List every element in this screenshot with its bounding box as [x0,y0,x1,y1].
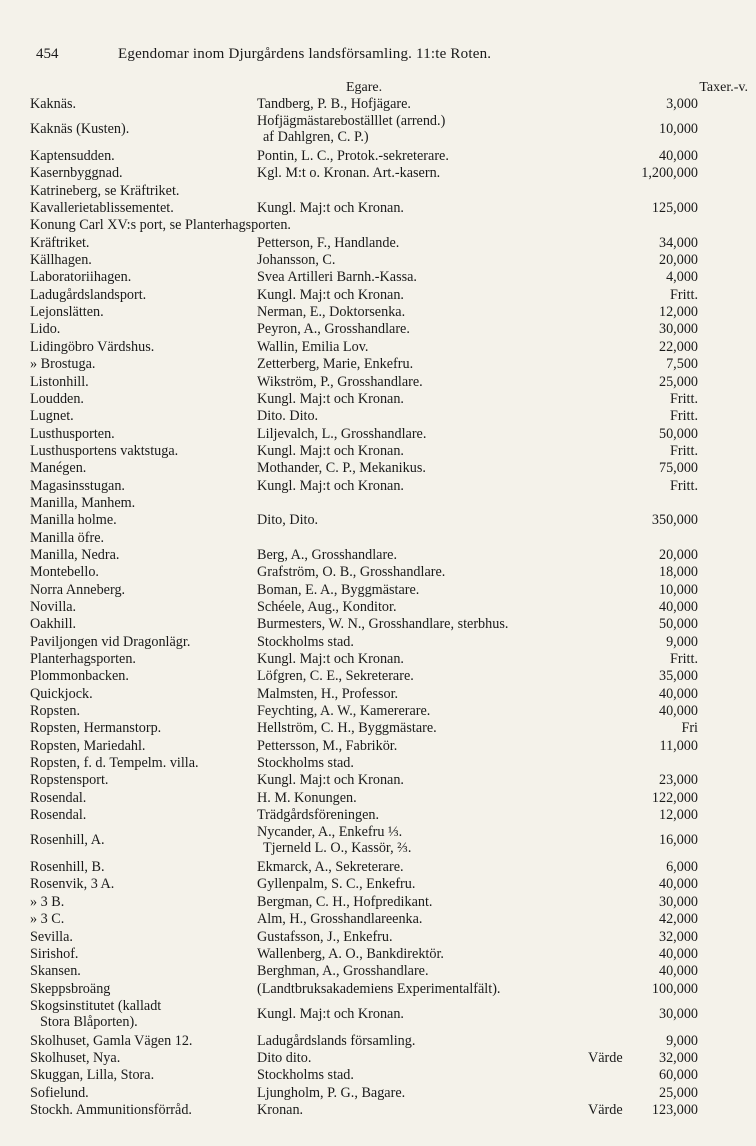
tax-value: 10,000 [658,121,698,138]
tax-value: 6,000 [666,859,698,876]
owner-name-line: af Dahlgren, C. P.) [263,129,369,146]
entry-row [0,981,756,998]
entry-row [0,582,756,599]
entry-row [0,113,756,148]
entry-row [0,547,756,564]
property-name: Ropsten, Mariedahl. [30,737,146,754]
entry-row [0,738,756,755]
entry-row [0,339,756,356]
property-name: Kavallerietablissementet. [30,200,174,217]
property-name: Oakhill. [30,616,77,633]
tax-value: 125,000 [651,200,698,217]
entry-row [0,703,756,720]
value-label: Värde [588,1101,623,1118]
entry-row [0,807,756,824]
entry-row [0,824,756,859]
property-name: Lusthusporten. [30,425,115,442]
property-name: Rosenhill, A. [30,832,105,849]
owner-name: Dito dito. [257,1049,312,1066]
property-name: Ladugårdslandsport. [30,286,147,303]
entry-row [0,200,756,217]
entry-row [0,512,756,529]
tax-value: 40,000 [658,685,698,702]
property-name: Ropsten, f. d. Tempelm. villa. [30,755,199,772]
property-name: Lejonslätten. [30,304,104,321]
entry-row [0,269,756,286]
owner-name: Nerman, E., Doktorsenka. [257,304,406,321]
owner-name: Schéele, Aug., Konditor. [257,598,397,615]
tax-value: 16,000 [658,832,698,849]
entry-row [0,634,756,651]
entry-row [0,495,756,512]
owner-name: Dito. Dito. [257,408,319,425]
owner-name-line: Nycander, A., Enkefru ⅓. [257,824,403,841]
entry-row [0,1067,756,1084]
property-name: Rosendal. [30,789,87,806]
tax-value: 30,000 [658,321,698,338]
property-name: Sofielund. [30,1084,89,1101]
owner-name: Johansson, C. [257,252,336,269]
owner-name: Berghman, A., Grosshandlare. [257,963,429,980]
property-name: Montebello. [30,564,99,581]
entry-row [0,460,756,477]
property-name: Listonhill. [30,373,89,390]
owner-name: Gyllenpalm, S. C., Enkefru. [257,876,416,893]
owner-name: Mothander, C. P., Mekanikus. [257,460,426,477]
owner-name: Gustafsson, J., Enkefru. [257,928,393,945]
owner-name: Pettersson, M., Fabrikör. [257,737,398,754]
owner-name: Pontin, L. C., Protok.-sekreterare. [257,148,449,165]
property-name: Skolhuset, Nya. [30,1049,121,1066]
tax-value: Fritt. [670,390,698,407]
tax-value: 25,000 [658,1084,698,1101]
owner-name [257,824,411,856]
entry-row [0,876,756,893]
tax-value: 122,000 [651,789,698,806]
tax-value: 34,000 [658,234,698,251]
entry-row [0,772,756,789]
entry-row [0,217,756,234]
tax-value: 32,000 [658,1049,698,1066]
owner-name: Kungl. Maj:t och Kronan. [257,286,404,303]
tax-value: Fri [681,720,698,737]
entry-row [0,356,756,373]
property-name: Lusthusportens vaktstuga. [30,442,179,459]
owner-name [257,113,445,145]
property-name: Manilla öfre. [30,529,105,546]
owner-name: Kronan. [257,1101,304,1118]
tax-value: 4,000 [666,269,698,286]
property-name-line: Skogsinstitutet (kalladt [30,997,162,1014]
property-name: » 3 C. [30,911,65,928]
tax-value: 123,000 [651,1101,698,1118]
tax-value: 20,000 [658,252,698,269]
tax-value: 32,000 [658,928,698,945]
entry-row [0,686,756,703]
property-name: Kaptensudden. [30,148,115,165]
entry-row [0,443,756,460]
tax-value: 22,000 [658,338,698,355]
tax-value: 75,000 [658,460,698,477]
tax-value: Fritt. [670,477,698,494]
entry-row [0,183,756,200]
property-name: Ropstensport. [30,772,109,789]
property-name: Laboratoriihagen. [30,269,132,286]
owner-name: Wallenberg, A. O., Bankdirektör. [257,945,444,962]
entry-row [0,963,756,980]
tax-value: 23,000 [658,772,698,789]
entry-row [0,148,756,165]
entry-row [0,720,756,737]
owner-name: Dito, Dito. [257,512,319,529]
tax-value: 40,000 [658,876,698,893]
owner-name: Stockholms stad. [257,1067,354,1084]
owner-name: Kungl. Maj:t och Kronan. [257,477,404,494]
entry-row [0,1033,756,1050]
property-name: Manégen. [30,460,87,477]
owner-name: Alm, H., Grosshandlareenka. [257,911,423,928]
owner-name: Zetterberg, Marie, Enkefru. [257,356,414,373]
entry-row [0,564,756,581]
owner-name: Kungl. Maj:t och Kronan. [257,390,404,407]
entry-row [0,599,756,616]
property-list [0,96,756,1119]
page-number: 454 [36,46,59,62]
owner-name: Grafström, O. B., Grosshandlare. [257,564,446,581]
owner-column-header: Egare. [346,80,383,95]
owner-name: Boman, E. A., Byggmästare. [257,581,420,598]
owner-name: Burmesters, W. N., Grosshandlare, sterbhus. [257,616,509,633]
property-name: Kräftriket. [30,234,90,251]
entry-row [0,304,756,321]
running-title: Egendomar inom Djurgårdens landsförsamling. 11:te Roten. [118,46,492,62]
owner-name: Berg, A., Grosshandlare. [257,546,398,563]
entry-row [0,321,756,338]
property-name: Rosendal. [30,807,87,824]
property-name: Magasinsstugan. [30,477,125,494]
property-name: Sevilla. [30,928,73,945]
property-name: Kaknäs. [30,96,77,112]
tax-value: 1,200,000 [641,165,698,182]
tax-value: 35,000 [658,668,698,685]
entry-row [0,651,756,668]
tax-value: 40,000 [658,148,698,165]
property-name: Skeppsbroäng [30,980,111,997]
owner-name: Kungl. Maj:t och Kronan. [257,1005,404,1022]
property-name: Skolhuset, Gamla Vägen 12. [30,1032,193,1049]
owner-name: Stockholms stad. [257,633,354,650]
property-name: Manilla holme. [30,512,117,529]
entry-row [0,235,756,252]
entry-row [0,374,756,391]
entry-row [0,859,756,876]
entry-row [0,478,756,495]
entry-row [0,252,756,269]
owner-name: Wallin, Emilia Lov. [257,338,369,355]
owner-name: Kungl. Maj:t och Kronan. [257,651,404,667]
owner-name: Löfgren, C. E., Sekreterare. [257,668,414,685]
property-name: Ropsten. [30,703,81,720]
property-name: Rosenhill, B. [30,859,105,876]
property-name: Norra Anneberg. [30,581,126,598]
property-name: Lugnet. [30,408,74,425]
property-name: Kaknäs (Kusten). [30,121,130,138]
tax-value: 100,000 [651,980,698,997]
owner-name: (Landtbruksakademiens Experimentalfält). [257,980,501,997]
tax-value: 9,000 [666,633,698,650]
owner-name: Hellström, C. H., Byggmästare. [257,720,437,737]
owner-name: Ladugårdslands församling. [257,1032,416,1049]
entry-row [0,616,756,633]
property-name: Katrineberg, se Kräftriket. [30,182,180,199]
tax-value: 25,000 [658,373,698,390]
entry-row [0,287,756,304]
tax-value: 12,000 [658,304,698,321]
owner-name: Stockholms stad. [257,755,354,772]
tax-value: 30,000 [658,893,698,910]
tax-value: 9,000 [666,1032,698,1049]
tax-value: 7,500 [666,356,698,373]
owner-name: Kungl. Maj:t och Kronan. [257,772,404,789]
entry-row [0,911,756,928]
tax-value: 40,000 [658,598,698,615]
entry-row [0,946,756,963]
tax-value: 42,000 [658,911,698,928]
property-name: Manilla, Manhem. [30,494,136,511]
owner-name: Kgl. M:t o. Kronan. Art.-kasern. [257,165,441,182]
tax-value: Fritt. [670,651,698,667]
property-name: Plommonbacken. [30,668,129,685]
tax-value: 40,000 [658,703,698,720]
tax-value: 20,000 [658,546,698,563]
property-name: Sirishof. [30,945,79,962]
entry-row [0,668,756,685]
owner-name: Malmsten, H., Professor. [257,685,399,702]
property-name: Lidingöbro Värdshus. [30,338,155,355]
owner-name: H. M. Konungen. [257,789,357,806]
entry-row [0,755,756,772]
owner-name: Ekmarck, A., Sekreterare. [257,859,404,876]
tax-value: 50,000 [658,616,698,633]
property-name: Kasernbyggnad. [30,165,123,182]
tax-value: 11,000 [659,737,698,754]
tax-value: 40,000 [658,963,698,980]
owner-name: Bergman, C. H., Hofpredikant. [257,893,433,910]
property-name: Stockh. Ammunitionsförråd. [30,1101,192,1118]
property-name [30,998,161,1030]
property-name: Ropsten, Hermanstorp. [30,720,162,737]
entry-row [0,530,756,547]
property-name-line: Stora Blåporten). [40,1013,138,1030]
property-name: Planterhagsporten. [30,651,136,667]
owner-name: Liljevalch, L., Grosshandlare. [257,425,427,442]
property-name: » Brostuga. [30,356,96,373]
property-name: Skuggan, Lilla, Stora. [30,1067,155,1084]
entry-row [0,165,756,182]
owner-name: Trädgårdsföreningen. [257,807,380,824]
tax-value: Fritt. [670,286,698,303]
entry-row [0,96,756,113]
entry-row [0,391,756,408]
tax-value: 60,000 [658,1067,698,1084]
property-name: Novilla. [30,598,77,615]
tax-value: 3,000 [666,96,698,112]
owner-name: Wikström, P., Grosshandlare. [257,373,423,390]
entry-row [0,790,756,807]
property-name: Lido. [30,321,61,338]
tax-value: 10,000 [658,581,698,598]
owner-name: Svea Artilleri Barnh.-Kassa. [257,269,417,286]
property-name: Quickjock. [30,685,93,702]
owner-name: Ljungholm, P. G., Bagare. [257,1084,406,1101]
tax-value: Fritt. [670,408,698,425]
value-label: Värde [588,1049,623,1066]
entry-row [0,894,756,911]
tax-value: 50,000 [658,425,698,442]
owner-name: Kungl. Maj:t och Kronan. [257,200,404,217]
property-name: Rosenvik, 3 A. [30,876,115,893]
tax-value: 40,000 [658,945,698,962]
entry-row [0,998,756,1033]
entry-row [0,426,756,443]
tax-value: 30,000 [658,1005,698,1022]
owner-name: Peyron, A., Grosshandlare. [257,321,410,338]
tax-value: 12,000 [658,807,698,824]
tax-column-header: Taxer.-v. [699,80,748,95]
property-name: Paviljongen vid Dragonlägr. [30,633,191,650]
entry-row [0,1050,756,1067]
property-name: Manilla, Nedra. [30,546,120,563]
owner-name-line: Hofjägmästareboställlet (arrend.) [257,113,446,130]
owner-name-line: Tjerneld L. O., Kassör, ⅔. [263,840,412,857]
tax-value: 350,000 [651,512,698,529]
entry-row [0,929,756,946]
owner-name: Feychting, A. W., Kamererare. [257,703,431,720]
property-name: Källhagen. [30,252,92,269]
tax-value: Fritt. [670,442,698,459]
tax-value: 18,000 [658,564,698,581]
property-name: Skansen. [30,963,81,980]
owner-name: Tandberg, P. B., Hofjägare. [257,96,411,112]
entry-row [0,408,756,425]
entry-row [0,1085,756,1102]
owner-name: Kungl. Maj:t och Kronan. [257,442,404,459]
property-name: » 3 B. [30,893,65,910]
page-header [0,46,756,68]
property-name: Loudden. [30,390,84,407]
property-name: Konung Carl XV:s port, se Planterhagsporten. [30,217,291,234]
entry-row [0,1102,756,1119]
owner-name: Petterson, F., Handlande. [257,234,400,251]
